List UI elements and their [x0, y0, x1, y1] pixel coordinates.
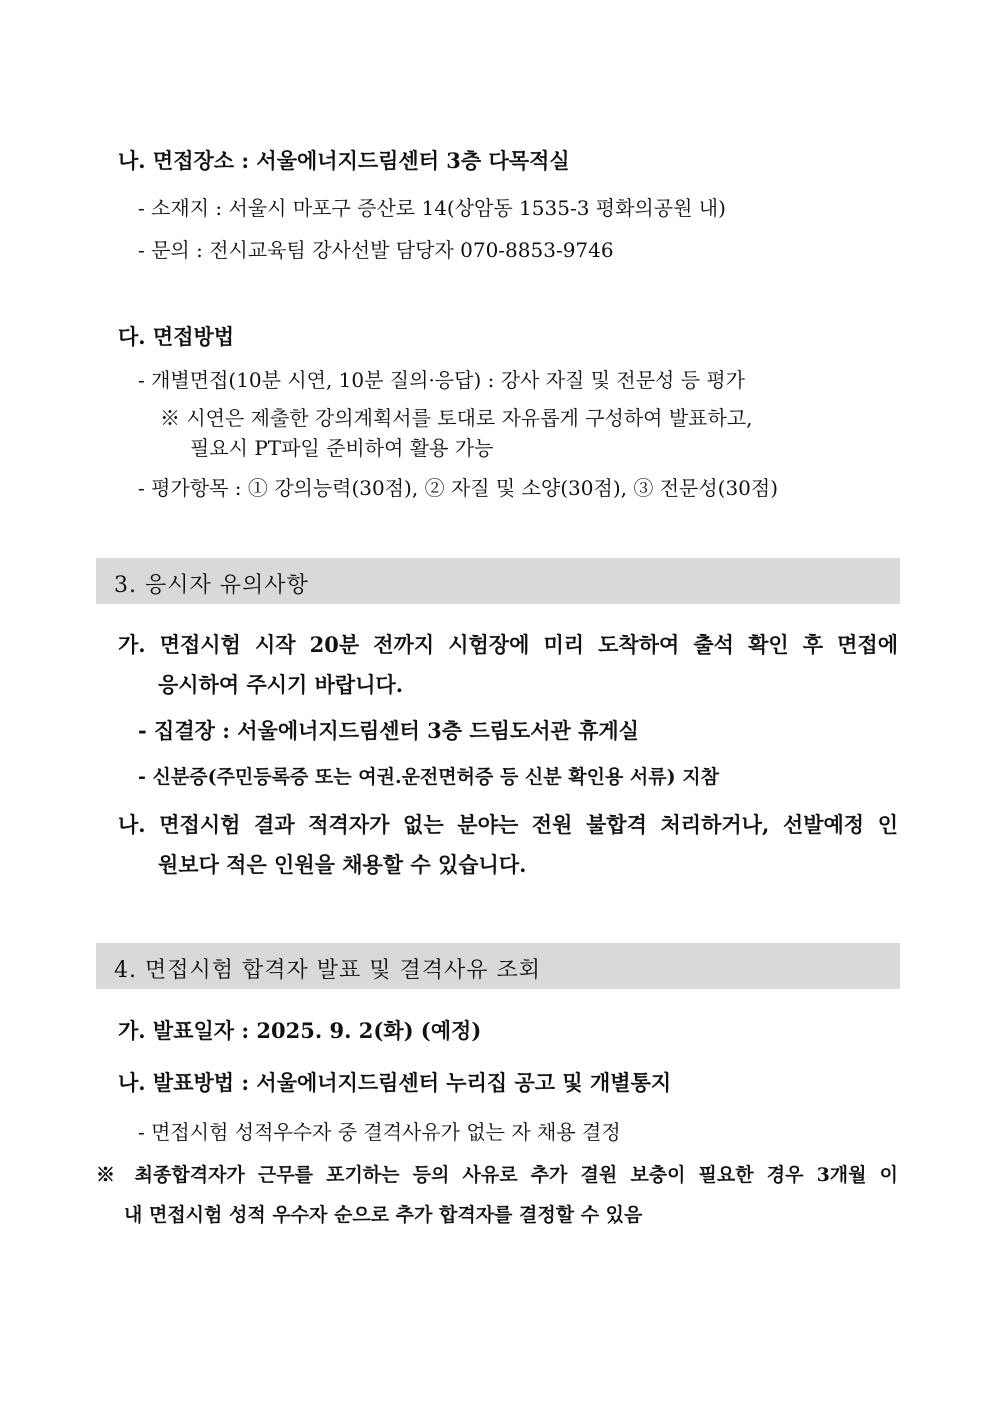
section3-header-bar — [96, 558, 900, 604]
interview-note-line1: ※ 시연은 제출한 강의계획서를 토대로 자유롭게 구성하여 발표하고, — [160, 406, 753, 430]
interview-place-address: - 소재지 : 서울시 마포구 증산로 14(상암동 1535-3 평화의공원 내) — [138, 196, 726, 220]
section3-ga-line1: 가. 면접시험 시작 20분 전까지 시험장에 미리 도착하여 출석 확인 후 면접에 — [118, 632, 898, 657]
section4-header-bar — [96, 943, 900, 989]
interview-individual: - 개별면접(10분 시연, 10분 질의·응답) : 강사 자질 및 전문성 등 평가 — [138, 368, 746, 392]
section4-note-line1: ※ 최종합격자가 근무를 포기하는 등의 사유로 추가 결원 보충이 필요한 경우 3개월 이 — [96, 1164, 898, 1186]
section3-title: 3. 응시자 유의사항 — [114, 573, 309, 598]
section4-announce-method: 나. 발표방법 : 서울에너지드림센터 누리집 공고 및 개별통지 — [118, 1070, 672, 1095]
section3-na-line2: 원보다 적은 인원을 채용할 수 있습니다. — [158, 852, 527, 877]
section4-announce-date: 가. 발표일자 : 2025. 9. 2(화) (예정) — [118, 1018, 482, 1043]
section3-ga-line2: 응시하여 주시기 바랍니다. — [158, 672, 404, 697]
section3-gathering: - 집결장 : 서울에너지드림센터 3층 드림도서관 휴게실 — [138, 718, 639, 743]
section4-note-line2: 내 면접시험 성적 우수자 순으로 추가 합격자를 결정할 수 있음 — [124, 1204, 643, 1226]
section3-na-line1: 나. 면접시험 결과 적격자가 없는 분야는 전원 불합격 처리하거나, 선발예정 인 — [118, 812, 898, 837]
interview-place-heading: 나. 면접장소 : 서울에너지드림센터 3층 다목적실 — [118, 148, 570, 173]
section3-id: - 신분증(주민등록증 또는 여권.운전면허증 등 신분 확인용 서류) 지참 — [138, 766, 719, 788]
interview-method-heading: 다. 면접방법 — [118, 324, 235, 349]
interview-contact: - 문의 : 전시교육팀 강사선발 담당자 070-8853-9746 — [138, 238, 614, 262]
section4-decision: - 면접시험 성적우수자 중 결격사유가 없는 자 채용 결정 — [138, 1120, 621, 1144]
evaluation-criteria: - 평가항목 : ① 강의능력(30점), ② 자질 및 소양(30점), ③ 전문성(30점) — [138, 476, 779, 500]
interview-note-line2: 필요시 PT파일 준비하여 활용 가능 — [190, 436, 494, 460]
section4-title: 4. 면접시험 합격자 발표 및 결격사유 조회 — [114, 958, 541, 983]
